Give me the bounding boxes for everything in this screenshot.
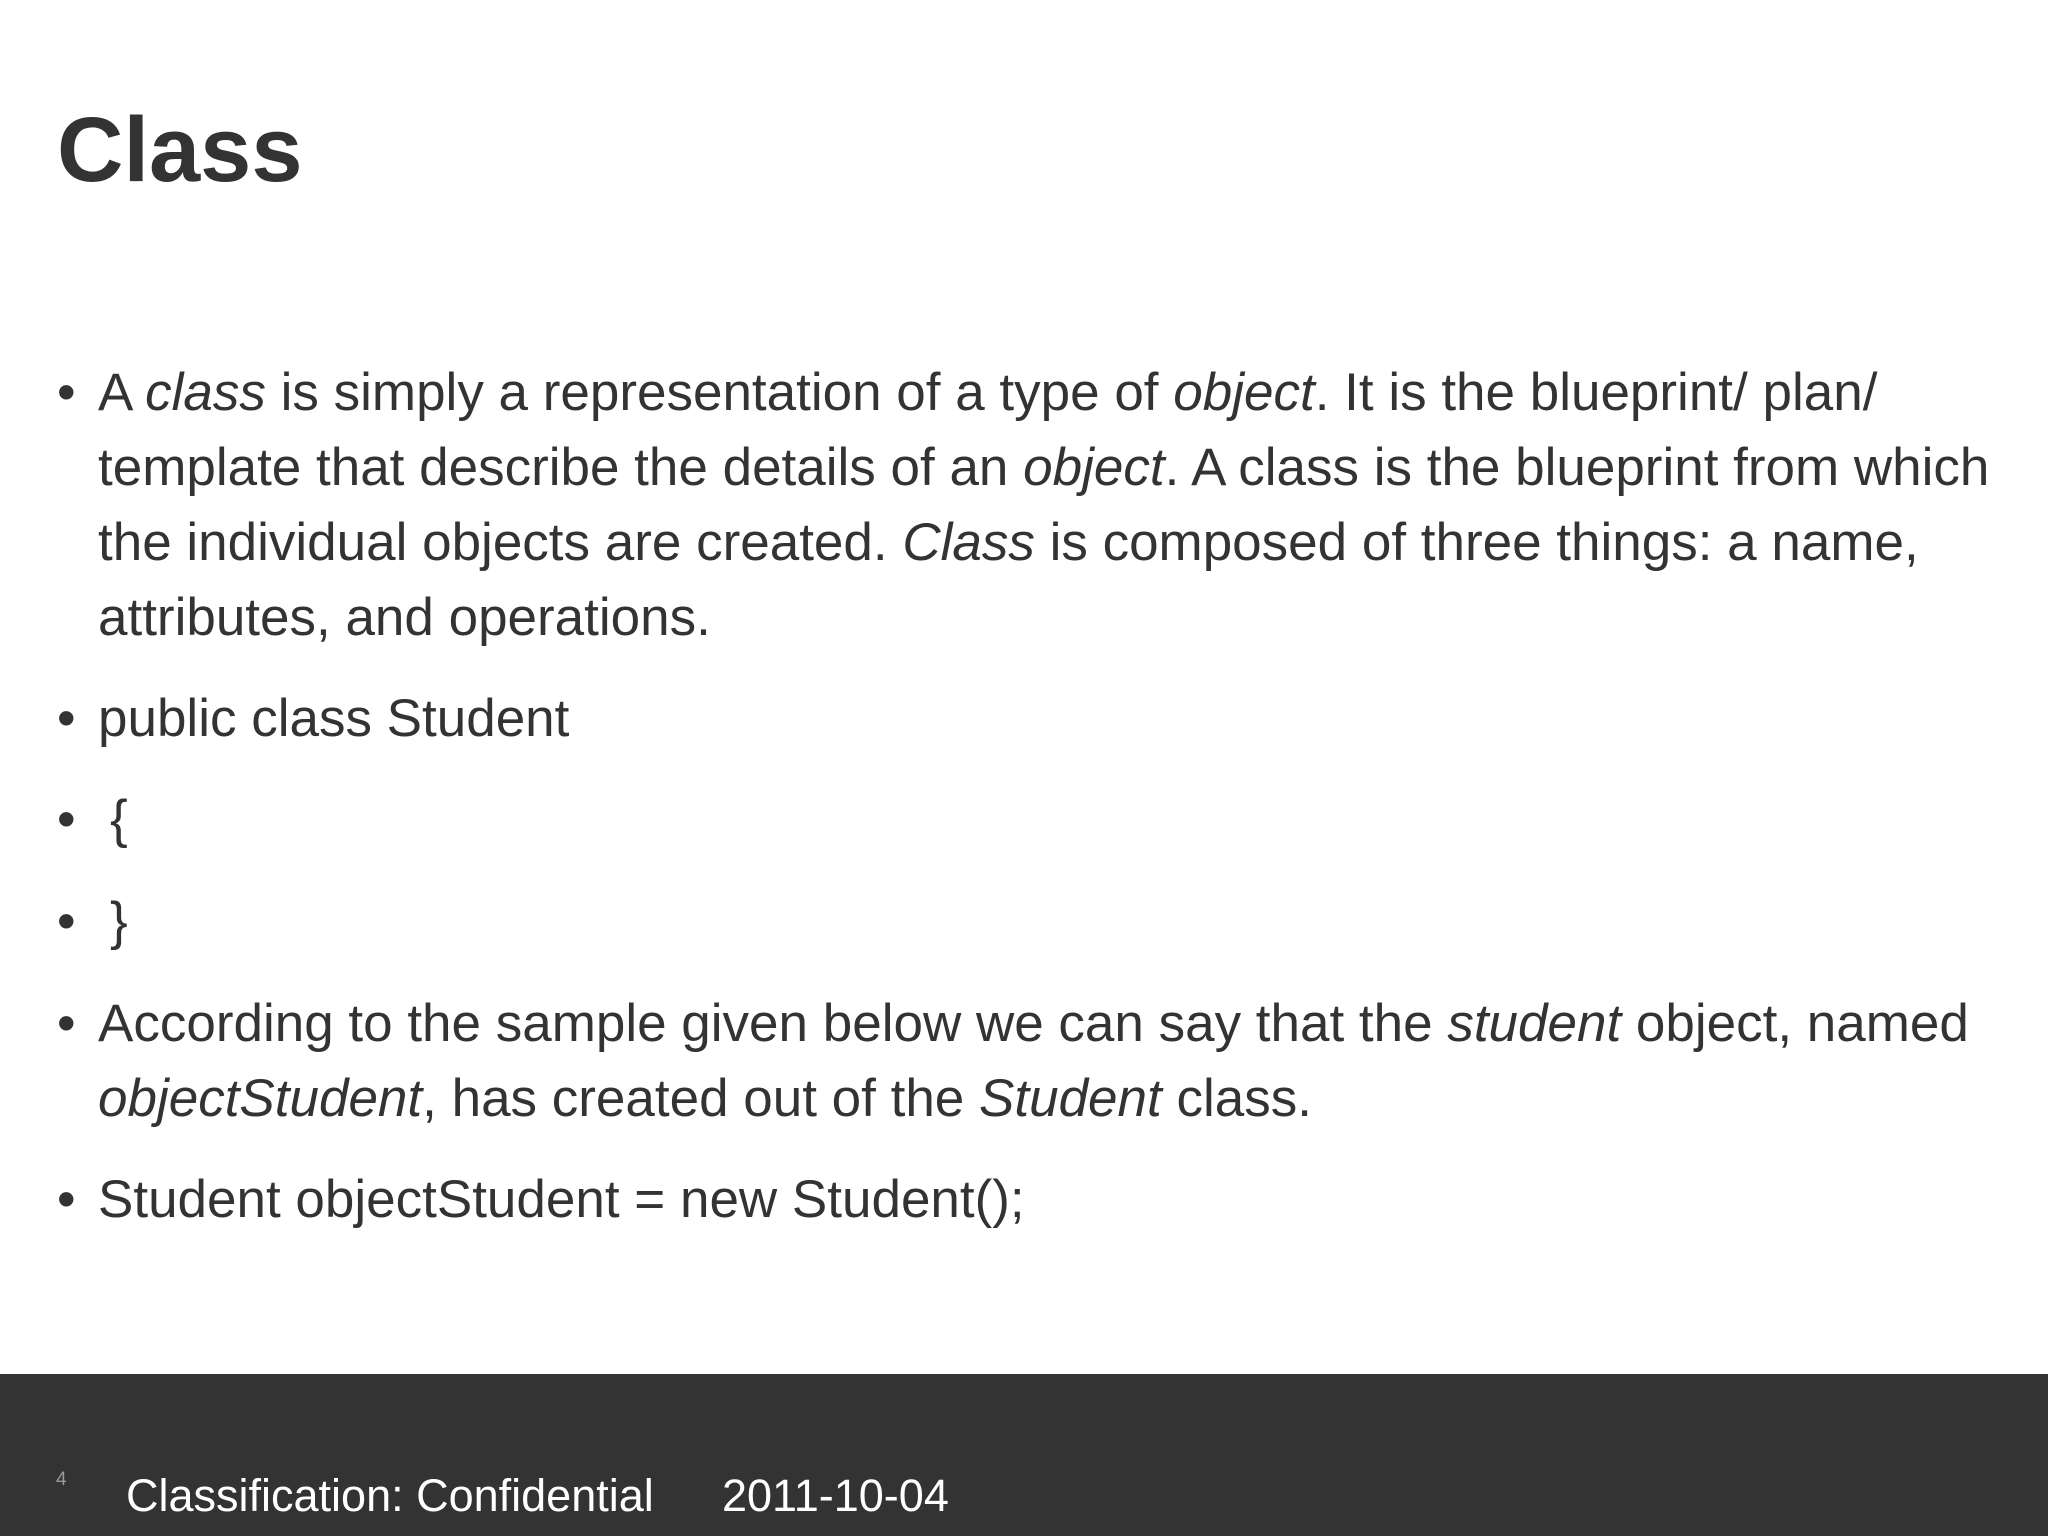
bullet-text: Student objectStudent = new Student(); bbox=[98, 1170, 1025, 1229]
bullet-list bbox=[57, 355, 1997, 1263]
bullet-marker: • bbox=[57, 363, 76, 422]
bullet-text: { bbox=[110, 790, 128, 849]
bullet-marker: • bbox=[57, 1170, 76, 1229]
bullet-open-brace bbox=[57, 782, 1997, 857]
bullet-text: A class is simply a representation of a type of object. It is the blueprint/ plan/ template that describe the details of an object. A class is the blueprint from which the individual objects are created. Class is composed of three things: a name, attributes, and operations. bbox=[98, 363, 1990, 647]
bullet-close-brace bbox=[57, 884, 1997, 959]
bullet-object-instantiation bbox=[57, 1162, 1997, 1237]
bullet-text: According to the sample given below we can say that the student object, named objectStudent, has created out of the Student class. bbox=[98, 994, 1969, 1128]
bullet-marker: • bbox=[57, 892, 76, 951]
bullet-text: public class Student bbox=[98, 689, 570, 748]
bullet-marker: • bbox=[57, 689, 76, 748]
bullet-text: } bbox=[110, 892, 128, 951]
classification-label: Classification: Confidential bbox=[126, 1470, 654, 1521]
slide-footer bbox=[0, 1374, 2048, 1536]
bullet-object-explanation bbox=[57, 986, 1997, 1136]
bullet-marker: • bbox=[57, 790, 76, 849]
bullet-marker: • bbox=[57, 994, 76, 1053]
bullet-class-declaration bbox=[57, 681, 1997, 756]
slide-title: Class bbox=[57, 99, 303, 201]
footer-date: 2011-10-04 bbox=[722, 1470, 949, 1521]
bullet-class-definition bbox=[57, 355, 1997, 655]
page-number: 4 bbox=[56, 1469, 67, 1490]
